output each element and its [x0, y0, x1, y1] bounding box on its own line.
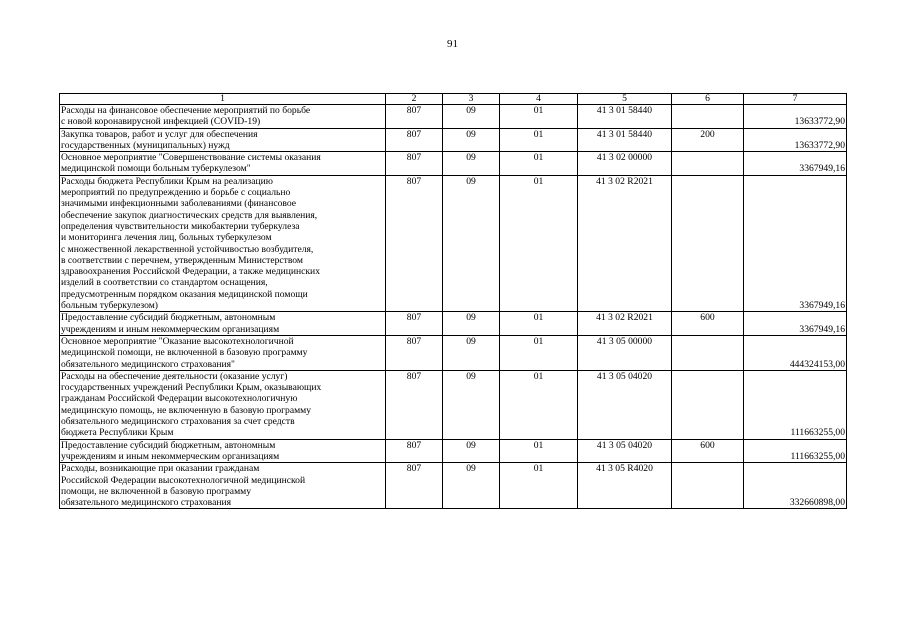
subsection-code-cell: 01 [500, 370, 578, 439]
expense-name-cell: Расходы на обеспечение деятельности (оказание услуг) государственных учреждений Республики Крым, оказывающих гражданам Российской Федерации высокотехнологичную медицинскую помощь, не включенную в базовую программу обязательного медицинского страхования за счет средств бюджета Республики Крым [60, 370, 386, 439]
target-article-cell: 41 3 05 R4020 [578, 463, 672, 509]
table-body [60, 94, 847, 509]
expense-type-cell [672, 370, 744, 439]
header-cell: 4 [500, 94, 578, 105]
target-article-cell: 41 3 05 04020 [578, 370, 672, 439]
expense-name-cell: Основное мероприятие "Совершенствование системы оказания медицинской помощи больным туберкулезом" [60, 152, 386, 176]
amount-cell: 332660898,00 [744, 463, 847, 509]
table-row [60, 370, 847, 439]
expense-name-cell: Предоставление субсидий бюджетным, автономным учреждениям и иным некоммерческим организациям [60, 312, 386, 336]
table-row [60, 105, 847, 129]
expense-type-cell [672, 335, 744, 370]
section-code-cell: 09 [443, 152, 500, 176]
expense-type-cell [672, 175, 744, 312]
ved-code-cell: 807 [386, 105, 443, 129]
amount-cell: 13633772,90 [744, 128, 847, 152]
table-row [60, 152, 847, 176]
table-row [60, 439, 847, 463]
subsection-code-cell: 01 [500, 128, 578, 152]
subsection-code-cell: 01 [500, 439, 578, 463]
ved-code-cell: 807 [386, 463, 443, 509]
expense-type-cell: 200 [672, 128, 744, 152]
section-code-cell: 09 [443, 105, 500, 129]
header-cell: 6 [672, 94, 744, 105]
expense-type-cell [672, 105, 744, 129]
expense-name-cell: Закупка товаров, работ и услуг для обеспечения государственных (муниципальных) нужд [60, 128, 386, 152]
amount-cell: 111663255,00 [744, 370, 847, 439]
expense-name-cell: Расходы, возникающие при оказании гражданам Российской Федерации высокотехнологичной медицинской помощи, не включенной в базовую программу обязательного медицинского страхования [60, 463, 386, 509]
budget-table [59, 93, 847, 509]
section-code-cell: 09 [443, 335, 500, 370]
header-cell: 5 [578, 94, 672, 105]
section-code-cell: 09 [443, 370, 500, 439]
table-row [60, 463, 847, 509]
ved-code-cell: 807 [386, 312, 443, 336]
amount-cell: 111663255,00 [744, 439, 847, 463]
table-row [60, 335, 847, 370]
subsection-code-cell: 01 [500, 152, 578, 176]
target-article-cell: 41 3 02 R2021 [578, 312, 672, 336]
table-row [60, 312, 847, 336]
section-code-cell: 09 [443, 128, 500, 152]
amount-cell: 3367949,16 [744, 152, 847, 176]
expense-name-cell: Расходы на финансовое обеспечение мероприятий по борьбе с новой коронавирусной инфекцией (COVID-19) [60, 105, 386, 129]
subsection-code-cell: 01 [500, 335, 578, 370]
ved-code-cell: 807 [386, 370, 443, 439]
target-article-cell: 41 3 05 00000 [578, 335, 672, 370]
amount-cell: 3367949,16 [744, 312, 847, 336]
table-row [60, 128, 847, 152]
expense-name-cell: Основное мероприятие "Оказание высокотехнологичной медицинской помощи, не включенной в базовую программу обязательного медицинского страхования" [60, 335, 386, 370]
table-row [60, 175, 847, 312]
subsection-code-cell: 01 [500, 105, 578, 129]
amount-cell: 3367949,16 [744, 175, 847, 312]
amount-cell: 444324153,00 [744, 335, 847, 370]
section-code-cell: 09 [443, 439, 500, 463]
expense-name-cell: Предоставление субсидий бюджетным, автономным учреждениям и иным некоммерческим организациям [60, 439, 386, 463]
subsection-code-cell: 01 [500, 463, 578, 509]
expense-name-cell: Расходы бюджета Республики Крым на реализацию мероприятий по предупреждению и борьбе с социально значимыми инфекционными заболеваниями (финансовое обеспечение закупок диагностических средств для выявления, определения чувствительности микобактерии туберкулеза и мониторинга лечения лиц, больных туберкулезом с множественной лекарственной устойчивостью возбудителя, в соответствии с перечнем, утвержденным Министерством здравоохранения Российской Федерации, а также медицинских изделий в соответствии со стандартом оснащения, предусмотренным порядком оказания медицинской помощи больным туберкулезом) [60, 175, 386, 312]
ved-code-cell: 807 [386, 439, 443, 463]
target-article-cell: 41 3 01 58440 [578, 105, 672, 129]
header-cell: 7 [744, 94, 847, 105]
page-number: 91 [447, 38, 458, 50]
target-article-cell: 41 3 01 58440 [578, 128, 672, 152]
section-code-cell: 09 [443, 463, 500, 509]
expense-type-cell: 600 [672, 312, 744, 336]
subsection-code-cell: 01 [500, 312, 578, 336]
target-article-cell: 41 3 02 R2021 [578, 175, 672, 312]
expense-type-cell: 600 [672, 439, 744, 463]
expense-type-cell [672, 463, 744, 509]
ved-code-cell: 807 [386, 175, 443, 312]
header-cell: 3 [443, 94, 500, 105]
ved-code-cell: 807 [386, 128, 443, 152]
expense-type-cell [672, 152, 744, 176]
amount-cell: 13633772,90 [744, 105, 847, 129]
header-cell: 1 [60, 94, 386, 105]
ved-code-cell: 807 [386, 152, 443, 176]
ved-code-cell: 807 [386, 335, 443, 370]
target-article-cell: 41 3 02 00000 [578, 152, 672, 176]
target-article-cell: 41 3 05 04020 [578, 439, 672, 463]
header-cell: 2 [386, 94, 443, 105]
section-code-cell: 09 [443, 312, 500, 336]
section-code-cell: 09 [443, 175, 500, 312]
subsection-code-cell: 01 [500, 175, 578, 312]
table-header-row [60, 94, 847, 105]
